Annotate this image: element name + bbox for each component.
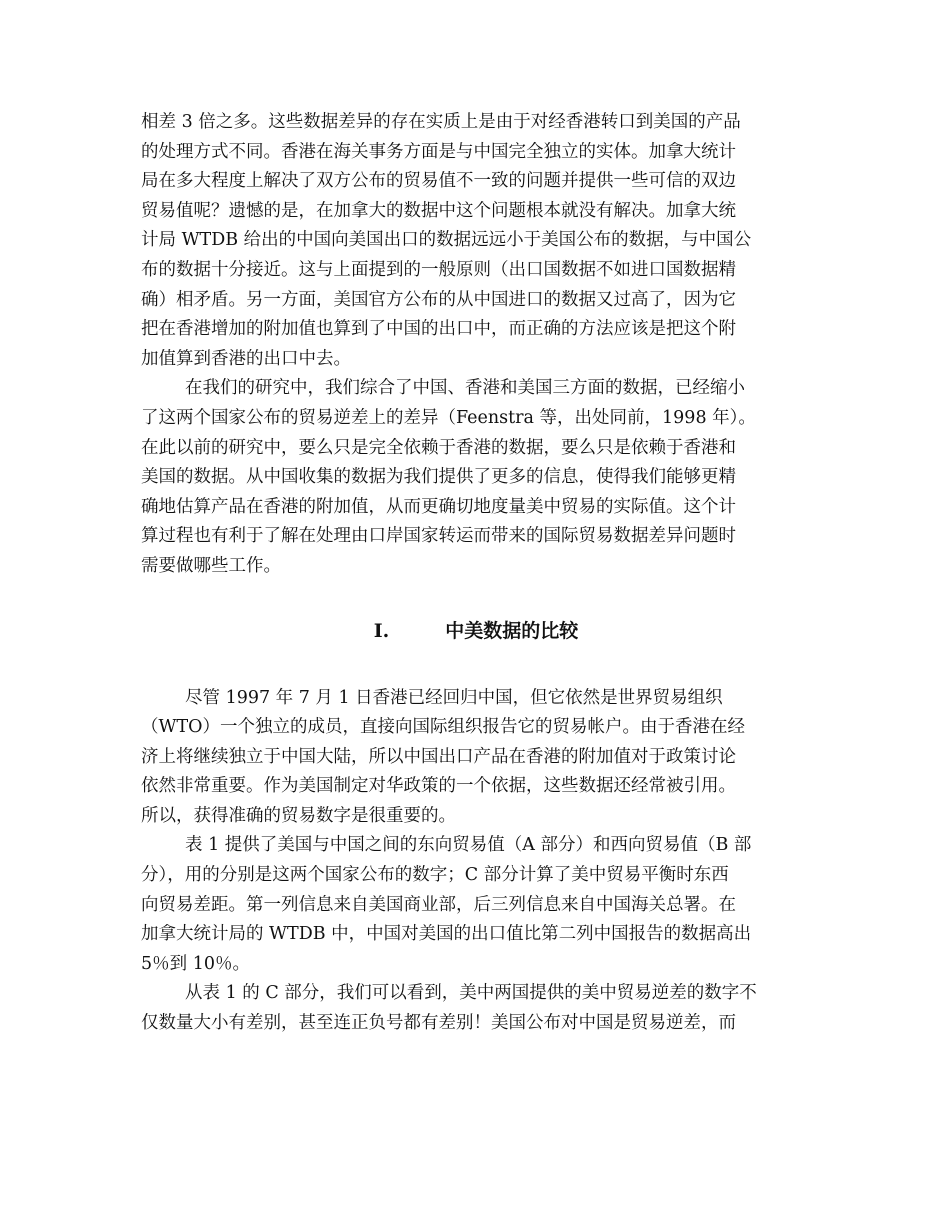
text-line: 的处理方式不同。香港在海关事务方面是与中国完全独立的实体。加拿大统计 xyxy=(141,141,736,162)
section-number: I. xyxy=(373,619,390,642)
text-line: 加值算到香港的出口中去。 xyxy=(141,348,351,369)
text-line: （WTO）一个独立的成员，直接向国际组织报告它的贸易帐户。由于香港在经 xyxy=(141,717,746,738)
text-line: 布的数据十分接近。这与上面提到的一般原则（出口国数据不如进口国数据精 xyxy=(141,259,736,280)
text-line: 仅数量大小有差别，甚至连正负号都有差别！美国公布对中国是贸易逆差，而 xyxy=(141,1013,736,1034)
paragraph xyxy=(141,374,811,581)
text-line: 加拿大统计局的 WTDB 中，中国对美国的出口值比第二列中国报告的数据高出 xyxy=(141,924,752,945)
text-line: 确）相矛盾。另一方面，美国官方公布的从中国进口的数据又过高了，因为它 xyxy=(141,289,736,310)
paragraph xyxy=(141,831,811,979)
text-line: 计局 WTDB 给出的中国向美国出口的数据远远小于美国公布的数据，与中国公 xyxy=(141,230,752,251)
text-line: 确地估算产品在香港的附加值，从而更确切地度量美中贸易的实际值。这个计 xyxy=(141,496,736,517)
text-line: 5％到 10％。 xyxy=(141,953,250,974)
text-line: 算过程也有利于了解在处理由口岸国家转运而带来的国际贸易数据差异问题时 xyxy=(141,526,736,547)
text-line: 在我们的研究中，我们综合了中国、香港和美国三方面的数据，已经缩小 xyxy=(185,378,745,399)
section-heading xyxy=(141,616,811,646)
paragraph xyxy=(141,684,811,832)
text-line: 在此以前的研究中，要么只是完全依赖于香港的数据，要么只是依赖于香港和 xyxy=(141,437,736,458)
section-title: 中美数据的比较 xyxy=(445,619,579,642)
text-line: 局在多大程度上解决了双方公布的贸易值不一致的问题并提供一些可信的双边 xyxy=(141,171,736,192)
text-line: 美国的数据。从中国收集的数据为我们提供了更多的信息，使得我们能够更精 xyxy=(141,467,736,488)
text-line: 向贸易差距。第一列信息来自美国商业部，后三列信息来自中国海关总署。在 xyxy=(141,894,736,915)
text-line: 把在香港增加的附加值也算到了中国的出口中，而正确的方法应该是把这个附 xyxy=(141,319,736,340)
text-line: 贸易值呢？遗憾的是，在加拿大的数据中这个问题根本就没有解决。加拿大统 xyxy=(141,200,736,221)
text-line: 分），用的分别是这两个国家公布的数字；C 部分计算了美中贸易平衡时东西 xyxy=(141,865,729,886)
text-line: 依然非常重要。作为美国制定对华政策的一个依据，这些数据还经常被引用。 xyxy=(141,776,736,797)
text-line: 相差 3 倍之多。这些数据差异的存在实质上是由于对经香港转口到美国的产品 xyxy=(141,112,741,132)
document-page xyxy=(141,108,811,1039)
text-line: 需要做哪些工作。 xyxy=(141,555,281,576)
paragraph xyxy=(141,979,811,1038)
text-line: 了这两个国家公布的贸易逆差上的差异（Feenstra 等，出处同前，1998 年）。 xyxy=(141,407,756,428)
paragraph xyxy=(141,108,811,374)
text-line: 尽管 1997 年 7 月 1 日香港已经回归中国，但它依然是世界贸易组织 xyxy=(185,687,723,708)
text-line: 从表 1 的 C 部分，我们可以看到，美中两国提供的美中贸易逆差的数字不 xyxy=(185,983,757,1004)
text-line: 济上将继续独立于中国大陆，所以中国出口产品在香港的附加值对于政策讨论 xyxy=(141,746,736,767)
text-line: 所以，获得准确的贸易数字是很重要的。 xyxy=(141,805,456,826)
text-line: 表 1 提供了美国与中国之间的东向贸易值（A 部分）和西向贸易值（B 部 xyxy=(185,835,752,856)
